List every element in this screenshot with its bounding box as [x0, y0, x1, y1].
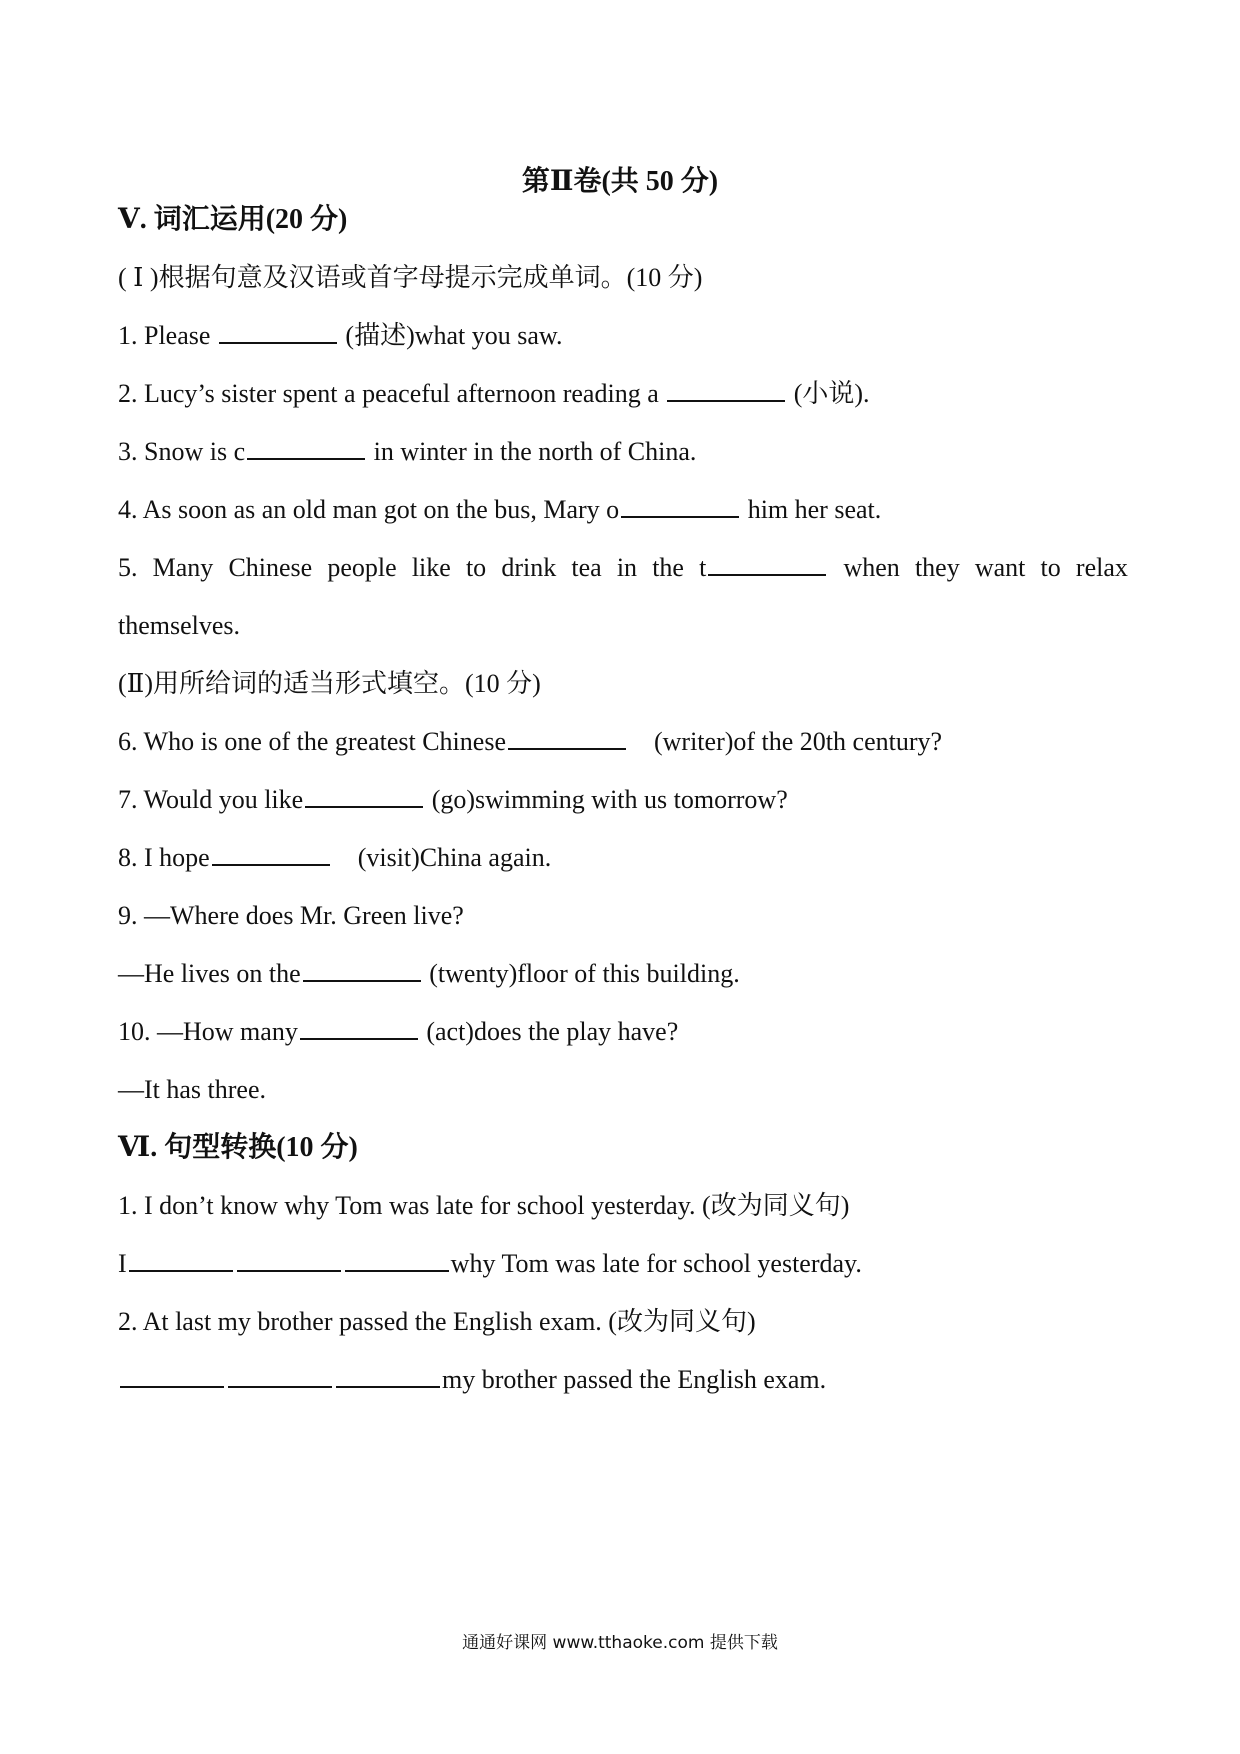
question-5-word: 5. [118, 553, 138, 582]
footer-watermark: 通通好课网 www.tthaoke.com 提供下载 [462, 1633, 778, 1653]
answer-blank[interactable] [129, 1246, 233, 1272]
transform-question-2: 2. At last my brother passed the English exam. (改为同义句) [118, 1307, 756, 1336]
answer-blank[interactable] [345, 1246, 449, 1272]
question-6-hint: (writer)of the 20th century? [653, 727, 943, 756]
transform-answer-1-start: I [118, 1249, 127, 1278]
question-3-text: 3. Snow is c [118, 437, 246, 466]
answer-blank[interactable] [237, 1246, 341, 1272]
transform-answer-1-rest: why Tom was late for school yesterday. [450, 1249, 862, 1278]
transform-question-1: 1. I don’t know why Tom was late for school yesterday. (改为同义句) [118, 1191, 850, 1220]
question-5-word: to [465, 553, 487, 582]
question-5-word: Many [152, 553, 214, 582]
answer-blank[interactable] [219, 318, 337, 344]
question-2 [118, 374, 1128, 414]
question-5-word: want [974, 553, 1026, 582]
question-9-answer [118, 954, 1128, 994]
question-5-word: they [914, 553, 960, 582]
question-5-word: like [411, 553, 451, 582]
answer-blank[interactable] [212, 840, 330, 866]
question-3 [118, 432, 1128, 472]
question-5-word: relax [1075, 553, 1128, 582]
section-5-heading: Ⅴ. 词汇运用(20 分) [118, 204, 348, 235]
transform-answer-1 [118, 1244, 1128, 1284]
answer-blank[interactable] [247, 434, 365, 460]
answer-blank[interactable] [303, 956, 421, 982]
question-5-word: tea [571, 553, 602, 582]
answer-blank[interactable] [508, 724, 626, 750]
question-1 [118, 316, 1128, 356]
answer-blank[interactable] [120, 1362, 224, 1388]
question-4-rest: him her seat. [741, 495, 882, 524]
question-5-initial: t [699, 553, 707, 582]
question-9-answer-text: —He lives on the [118, 959, 301, 988]
question-5-word: the [652, 553, 684, 582]
question-5-blank-group [699, 548, 828, 588]
question-5-word: when [843, 553, 900, 582]
answer-blank[interactable] [336, 1362, 440, 1388]
question-7 [118, 780, 1128, 820]
question-5 [118, 548, 1128, 588]
question-6 [118, 722, 1128, 762]
question-5-word: in [616, 553, 638, 582]
question-7-hint: (go)swimming with us tomorrow? [425, 785, 788, 814]
question-1-hint: (描述)what you saw. [338, 321, 563, 350]
paper-title: 第Ⅱ卷(共 50 分) [521, 166, 719, 197]
question-9: 9. —Where does Mr. Green live? [118, 901, 464, 930]
question-1-text: 1. Please [118, 321, 217, 350]
question-10-answer: —It has three. [118, 1075, 267, 1104]
question-8-hint: (visit)China again. [357, 843, 552, 872]
part-2-instruction: (Ⅱ)用所给词的适当形式填空。(10 分) [118, 669, 541, 698]
question-5-word: Chinese [228, 553, 313, 582]
question-10-hint: (act)does the play have? [419, 1017, 679, 1046]
answer-blank[interactable] [667, 376, 785, 402]
question-10 [118, 1012, 1128, 1052]
section-6-heading: Ⅵ. 句型转换(10 分) [118, 1132, 358, 1163]
answer-blank[interactable] [621, 492, 739, 518]
question-5-continued: themselves. [118, 611, 241, 640]
question-4 [118, 490, 1128, 530]
answer-blank[interactable] [228, 1362, 332, 1388]
question-5-word: people [327, 553, 397, 582]
question-7-text: 7. Would you like [118, 785, 304, 814]
answer-blank[interactable] [305, 782, 423, 808]
question-3-rest: in winter in the north of China. [367, 437, 697, 466]
question-10-text: 10. —How many [118, 1017, 298, 1046]
question-6-text: 6. Who is one of the greatest Chinese [118, 727, 506, 756]
question-8-text: 8. I hope [118, 843, 210, 872]
answer-blank[interactable] [708, 550, 826, 576]
question-2-text: 2. Lucy’s sister spent a peaceful afternoon reading a [118, 379, 666, 408]
transform-answer-2 [118, 1360, 1128, 1400]
question-8 [118, 838, 1128, 878]
question-5-word: drink [501, 553, 557, 582]
transform-answer-2-rest: my brother passed the English exam. [442, 1365, 827, 1394]
part-1-instruction: ( Ⅰ )根据句意及汉语或首字母提示完成单词。(10 分) [118, 263, 703, 292]
question-9-hint: (twenty)floor of this building. [422, 959, 740, 988]
question-2-hint: (小说). [787, 379, 870, 408]
question-4-text: 4. As soon as an old man got on the bus, Mary o [118, 495, 620, 524]
answer-blank[interactable] [300, 1014, 418, 1040]
question-5-word: to [1040, 553, 1061, 582]
